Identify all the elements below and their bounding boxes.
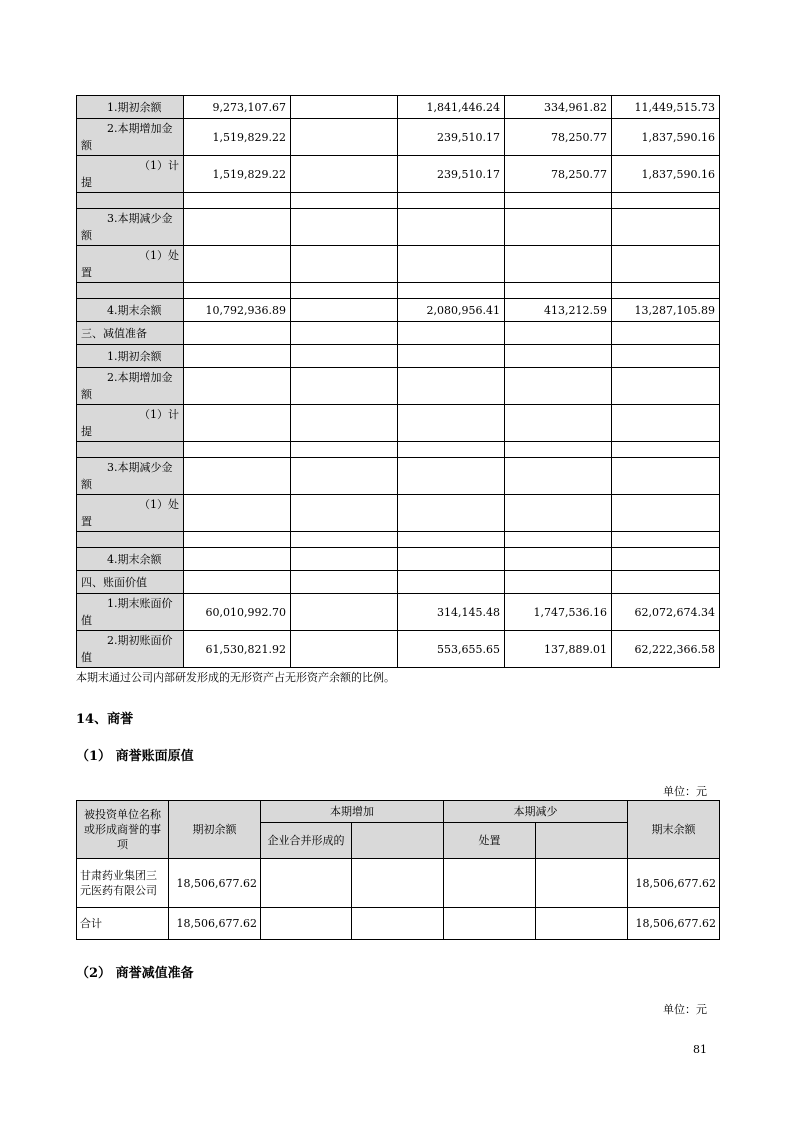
value-cell: 334,961.82 [505,96,612,119]
value-cell [505,548,612,571]
value-cell: 239,510.17 [398,119,505,156]
cell [352,908,444,940]
cell [261,859,352,908]
value-cell [612,209,720,246]
value-cell [184,193,291,209]
value-cell [291,405,398,442]
value-cell [505,193,612,209]
value-cell [612,548,720,571]
value-cell [291,495,398,532]
row-label [77,532,184,548]
row-label [77,193,184,209]
cell [261,908,352,940]
table-row [77,156,720,193]
value-cell [291,193,398,209]
closing-value: 18,506,677.62 [628,859,720,908]
table-row [77,209,720,246]
total-label: 合计 [77,908,169,940]
table-row [77,908,720,940]
value-cell: 13,287,105.89 [612,299,720,322]
value-cell [505,345,612,368]
value-cell [184,209,291,246]
value-cell [505,405,612,442]
table-row [77,405,720,442]
table-row [77,345,720,368]
table-row [77,571,720,594]
value-cell [505,458,612,495]
table-row [77,532,720,548]
value-cell [612,405,720,442]
value-cell: 60,010,992.70 [184,594,291,631]
value-cell [291,571,398,594]
value-cell [291,299,398,322]
value-cell [398,458,505,495]
value-cell [505,246,612,283]
value-cell [612,442,720,458]
table-row [77,283,720,299]
value-cell: 1,519,829.22 [184,119,291,156]
value-cell [184,345,291,368]
section-title: 14、商誉 [76,712,134,727]
value-cell [612,458,720,495]
value-cell [505,495,612,532]
value-cell [291,156,398,193]
value-cell: 62,222,366.58 [612,631,720,668]
value-cell [291,283,398,299]
intangible-assets-table [76,95,720,668]
table-row [77,458,720,495]
table-row [77,299,720,322]
value-cell: 413,212.59 [505,299,612,322]
row-label: 2.期初账面价值 [77,631,184,668]
value-cell [291,345,398,368]
row-label: 1.期末账面价值 [77,594,184,631]
value-cell [184,571,291,594]
row-label: （1）处置 [77,495,184,532]
table-row [77,594,720,631]
table-row [77,246,720,283]
row-label: （1）处置 [77,246,184,283]
value-cell [184,405,291,442]
value-cell [398,442,505,458]
value-cell [398,246,505,283]
value-cell: 11,449,515.73 [612,96,720,119]
table-row [77,859,720,908]
header-investee: 被投资单位名称或形成商誉的事项 [77,801,169,859]
row-label: 3.本期减少金额 [77,458,184,495]
value-cell [291,594,398,631]
header-closing: 期末余额 [628,801,720,859]
value-cell [291,532,398,548]
value-cell [505,322,612,345]
value-cell [398,405,505,442]
value-cell: 1,841,446.24 [398,96,505,119]
header-blank [536,823,628,859]
value-cell: 62,072,674.34 [612,594,720,631]
value-cell [184,442,291,458]
value-cell [184,458,291,495]
value-cell: 1,747,536.16 [505,594,612,631]
value-cell [184,548,291,571]
footnote: 本期末通过公司内部研发形成的无形资产占无形资产余额的比例。 [76,671,395,684]
value-cell [398,571,505,594]
header-opening: 期初余额 [169,801,261,859]
table-row [77,548,720,571]
table-row [77,96,720,119]
row-label: 4.期末余额 [77,299,184,322]
value-cell [398,368,505,405]
value-cell [398,209,505,246]
opening-value: 18,506,677.62 [169,908,261,940]
value-cell [612,322,720,345]
value-cell [612,368,720,405]
value-cell [505,571,612,594]
value-cell [291,631,398,668]
value-cell [505,442,612,458]
cell [536,908,628,940]
value-cell [505,283,612,299]
value-cell: 10,792,936.89 [184,299,291,322]
value-cell: 2,080,956.41 [398,299,505,322]
table-row [77,495,720,532]
closing-value: 18,506,677.62 [628,908,720,940]
value-cell [291,442,398,458]
row-label [77,442,184,458]
row-label: 四、账面价值 [77,571,184,594]
table-row [77,631,720,668]
table-row [77,442,720,458]
value-cell [612,193,720,209]
value-cell [612,495,720,532]
value-cell [291,209,398,246]
row-label: 3.本期减少金额 [77,209,184,246]
cell [444,859,536,908]
value-cell [398,532,505,548]
header-merge: 企业合并形成的 [261,823,352,859]
value-cell [505,532,612,548]
unit-label: 单位：元 [663,785,707,798]
row-label: （1）计提 [77,156,184,193]
row-label: 2.本期增加金额 [77,119,184,156]
row-label: 2.本期增加金额 [77,368,184,405]
opening-value: 18,506,677.62 [169,859,261,908]
subsection-title: （2） 商誉减值准备 [76,966,194,981]
value-cell: 314,145.48 [398,594,505,631]
value-cell: 239,510.17 [398,156,505,193]
value-cell [291,96,398,119]
value-cell [184,368,291,405]
header-increase: 本期增加 [261,801,444,823]
row-label: 1.期初余额 [77,96,184,119]
value-cell [398,193,505,209]
value-cell [398,548,505,571]
value-cell [291,368,398,405]
investee-name: 甘肃药业集团三元医药有限公司 [77,859,169,908]
value-cell [184,246,291,283]
value-cell [291,548,398,571]
table-row [77,193,720,209]
value-cell [398,322,505,345]
value-cell [612,345,720,368]
value-cell [612,246,720,283]
value-cell: 78,250.77 [505,156,612,193]
value-cell [612,532,720,548]
value-cell [291,119,398,156]
value-cell: 553,655.65 [398,631,505,668]
value-cell [184,322,291,345]
page-number: 81 [693,1043,707,1056]
value-cell [398,495,505,532]
value-cell: 78,250.77 [505,119,612,156]
value-cell [184,495,291,532]
row-label: 三、减值准备 [77,322,184,345]
value-cell [612,571,720,594]
header-blank [352,823,444,859]
header-dispose: 处置 [444,823,536,859]
table-row [77,119,720,156]
cell [352,859,444,908]
value-cell [505,368,612,405]
value-cell: 1,837,590.16 [612,119,720,156]
value-cell: 1,519,829.22 [184,156,291,193]
row-label: （1）计提 [77,405,184,442]
value-cell: 137,889.01 [505,631,612,668]
unit-label: 单位：元 [663,1003,707,1016]
value-cell: 1,837,590.16 [612,156,720,193]
value-cell [505,209,612,246]
cell [536,859,628,908]
value-cell [291,246,398,283]
value-cell [184,532,291,548]
subsection-title: （1） 商誉账面原值 [76,749,194,764]
value-cell [291,458,398,495]
value-cell [291,322,398,345]
table-row [77,322,720,345]
value-cell: 9,273,107.67 [184,96,291,119]
cell [444,908,536,940]
value-cell [612,283,720,299]
row-label [77,283,184,299]
value-cell: 61,530,821.92 [184,631,291,668]
goodwill-table [76,800,720,940]
value-cell [398,283,505,299]
row-label: 4.期末余额 [77,548,184,571]
table-row [77,368,720,405]
value-cell [184,283,291,299]
header-decrease: 本期减少 [444,801,628,823]
row-label: 1.期初余额 [77,345,184,368]
value-cell [398,345,505,368]
